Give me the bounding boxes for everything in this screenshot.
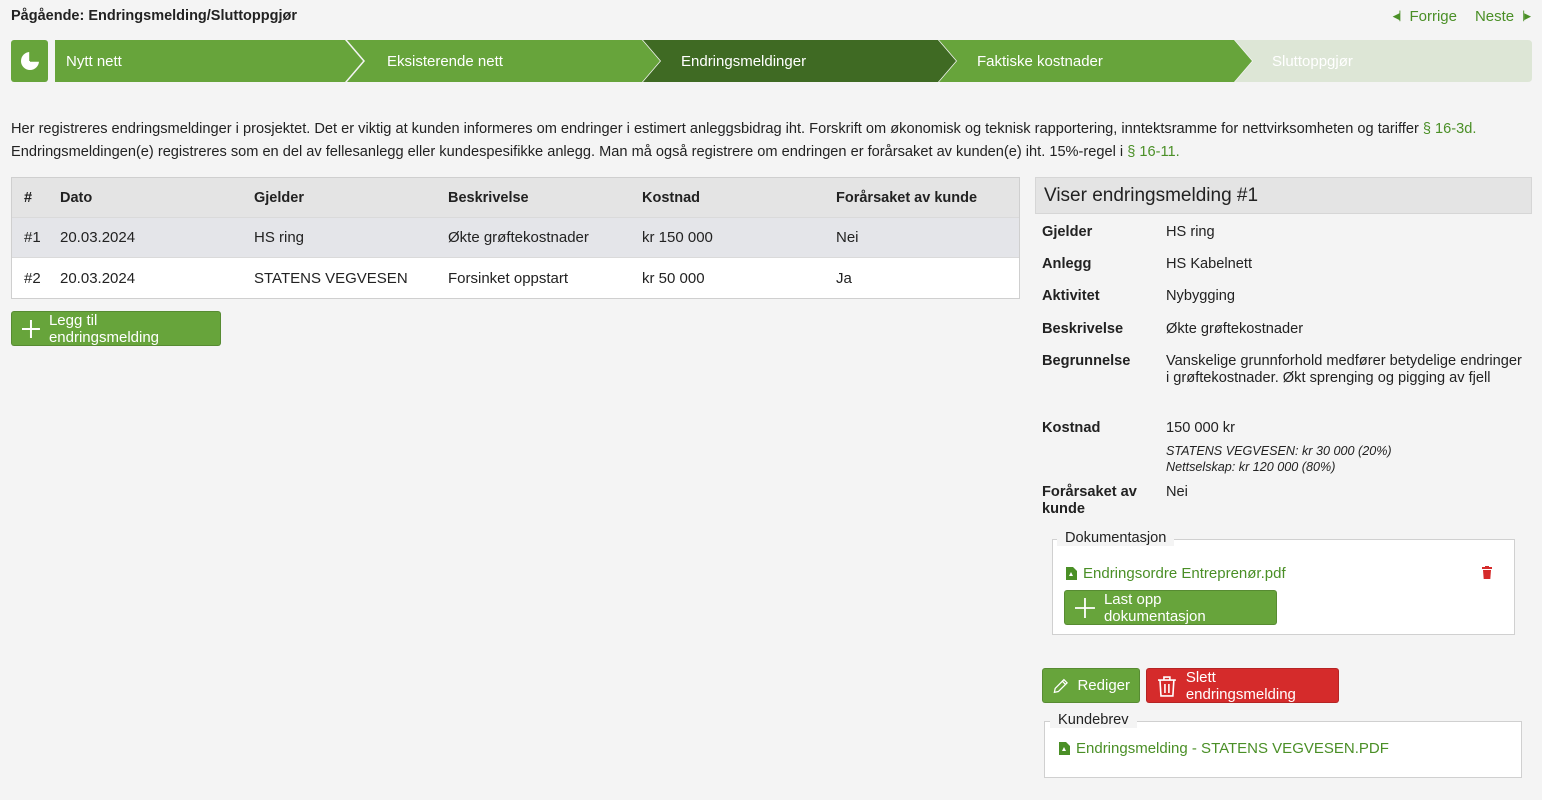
wizard-step-endringsmeldinger[interactable]: [643, 40, 956, 82]
gjelder-label: Gjelder: [1042, 224, 1093, 240]
wizard-step-nytt-nett[interactable]: [55, 40, 363, 82]
previous-label: Forrige: [1409, 8, 1457, 25]
column-header-kostnad: Kostnad: [642, 189, 700, 206]
wizard-step-sluttoppgjor[interactable]: [1235, 40, 1532, 82]
previous-icon: ◀▏: [1392, 11, 1407, 21]
pdf-file-icon: [1059, 742, 1070, 755]
cell-forarsaket: Ja: [836, 269, 852, 287]
next-link[interactable]: [1475, 8, 1531, 25]
cell-beskrivelse: Økte grøftekostnader: [448, 229, 589, 246]
cell-date: 20.03.2024: [60, 229, 136, 246]
anlegg-value: HS Kabelnett: [1166, 256, 1252, 272]
column-header-date: Dato: [60, 189, 93, 206]
column-header-number: #: [24, 189, 33, 206]
begrunnelse-value: Vanskelige grunnforhold medfører betydelige endringer i grøftekostnader. Økt sprenging og pigging av fjell: [1166, 353, 1522, 386]
beskrivelse-label: Beskrivelse: [1042, 321, 1124, 337]
table-header: [12, 178, 1019, 218]
column-header-beskrivelse: Beskrivelse: [448, 189, 529, 206]
cell-forarsaket: Nei: [836, 229, 859, 246]
page-title: Pågående: Endringsmelding/Sluttoppgjør: [11, 8, 297, 24]
kostnad-value: 150 000 kr: [1166, 420, 1235, 436]
trash-icon: [1156, 675, 1178, 697]
gjelder-value: HS ring: [1166, 224, 1215, 240]
detail-title: Viser endringsmelding #1: [1035, 177, 1532, 214]
edit-button[interactable]: [1042, 668, 1140, 703]
customer-letter-legend: Kundebrev: [1050, 712, 1137, 728]
step-label: Sluttoppgjør: [1272, 52, 1353, 70]
top-bar: [11, 8, 1531, 28]
edit-label: Rediger: [1077, 677, 1130, 694]
add-change-notice-label: Legg til endringsmelding: [48, 311, 160, 346]
next-label: Neste: [1474, 8, 1515, 25]
delete-change-notice-label: Slett endringsmelding: [1185, 668, 1296, 703]
kostnad-label: Kostnad: [1042, 420, 1101, 436]
cost-split-customer: STATENS VEGVESEN: kr 30 000 (20%): [1166, 444, 1392, 458]
aktivitet-label: Aktivitet: [1042, 288, 1100, 304]
forarsaket-label: Forårsaket av kunde: [1042, 484, 1137, 517]
customer-letter-file-name: Endringsmelding - STATENS VEGVESEN.PDF: [1076, 740, 1389, 757]
previous-link[interactable]: [1393, 8, 1457, 25]
cell-number: #2: [24, 269, 41, 287]
pager: [1393, 8, 1531, 25]
cell-kostnad: kr 150 000: [642, 229, 713, 246]
wizard-step-faktiske-kostnader[interactable]: [939, 40, 1252, 82]
documentation-file-link[interactable]: [1066, 565, 1286, 582]
wizard-step-eksisterende-nett[interactable]: [347, 40, 660, 82]
intro-line-2: Endringsmeldingen(e) registreres som en del av fellesanlegg eller kundespesifikke anlegg. Man må også registrere om endringen er forårsaket av kunden(e) iht. 15%-regel i: [11, 144, 1128, 160]
pdf-file-icon: [1066, 567, 1077, 580]
change-notice-table: [11, 177, 1020, 299]
next-icon: ▕▶: [1517, 11, 1531, 21]
step-label: Eksisterende nett: [387, 52, 503, 70]
documentation-section: [1052, 530, 1515, 635]
customer-letter-section: [1044, 712, 1522, 778]
step-label: Endringsmeldinger: [681, 52, 807, 70]
wizard-overview-button[interactable]: [11, 40, 48, 82]
begrunnelse-label: Begrunnelse: [1042, 353, 1131, 369]
intro-line-1: Her registreres endringsmeldinger i prosjektet. Det er viktig at kunden informeres om endringer i estimert anleggsbidrag iht. Forskrift om økonomisk og teknisk rapportering, inntektsramme for nettvirksomheten og tariffer: [11, 121, 1423, 137]
wizard-steps: [55, 40, 1532, 82]
progress-wizard: [11, 39, 1532, 82]
upload-documentation-label: Last opp dokumentasjon: [1103, 590, 1206, 625]
trash-icon: [1482, 566, 1492, 579]
plus-icon: [1074, 597, 1096, 619]
cell-beskrivelse: Forsinket oppstart: [448, 269, 569, 287]
cell-number: #1: [24, 229, 41, 246]
delete-change-notice-button[interactable]: [1146, 668, 1339, 703]
cell-kostnad: kr 50 000: [642, 269, 705, 287]
detail-panel: [1035, 177, 1532, 214]
cell-gjelder: STATENS VEGVESEN: [254, 269, 408, 287]
aktivitet-value: Nybygging: [1166, 288, 1235, 304]
regulation-link-16-11[interactable]: § 16-11.: [1127, 144, 1180, 160]
intro-text: [11, 118, 1536, 164]
step-label: Faktiske kostnader: [977, 52, 1103, 70]
column-header-gjelder: Gjelder: [254, 189, 304, 206]
beskrivelse-value: Økte grøftekostnader: [1166, 321, 1304, 337]
regulation-link-16-3d[interactable]: § 16-3d.: [1422, 121, 1477, 137]
plus-icon: [21, 319, 41, 339]
delete-document-button[interactable]: [1482, 566, 1492, 583]
documentation-legend: Dokumentasjon: [1057, 530, 1174, 546]
anlegg-label: Anlegg: [1042, 256, 1092, 272]
step-label: Nytt nett: [66, 52, 122, 70]
pencil-icon: [1052, 675, 1069, 697]
cost-split-network: Nettselskap: kr 120 000 (80%): [1166, 460, 1336, 474]
column-header-forarsaket: Forårsaket av kunde: [836, 189, 978, 206]
table-row[interactable]: [12, 218, 1019, 258]
add-change-notice-button[interactable]: [11, 311, 221, 346]
table-row[interactable]: [12, 258, 1019, 298]
pie-chart-icon: [19, 50, 41, 72]
documentation-file-name: Endringsordre Entreprenør.pdf: [1083, 565, 1286, 582]
cell-gjelder: HS ring: [254, 229, 305, 246]
forarsaket-value: Nei: [1166, 484, 1188, 500]
cell-date: 20.03.2024: [60, 269, 136, 287]
upload-documentation-button[interactable]: [1064, 590, 1277, 625]
customer-letter-file-link[interactable]: [1059, 740, 1389, 757]
